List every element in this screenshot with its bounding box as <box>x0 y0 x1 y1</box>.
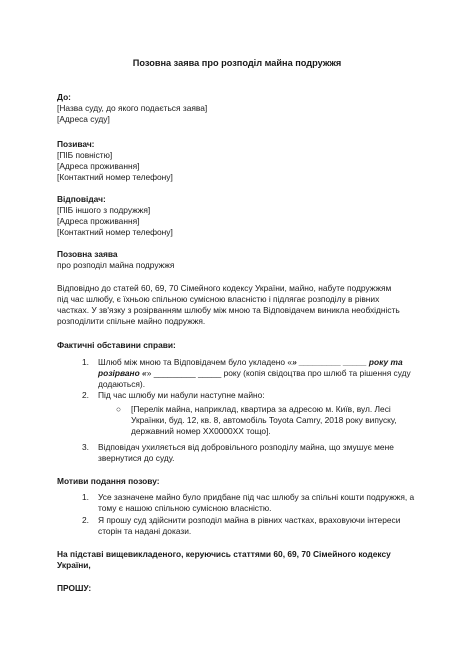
plaintiff-name-placeholder: [ПІБ повністю] <box>57 150 113 160</box>
list-number: 1. <box>82 357 89 367</box>
plaintiff-heading: Позивач: <box>57 139 95 149</box>
plaintiff-phone-placeholder: [Контактний номер телефону] <box>57 172 173 182</box>
defendant-name-placeholder: [ПІБ іншого з подружжя] <box>57 205 151 215</box>
marriage-date-text: Шлюб між мною та Відповідачем було укладено « <box>98 357 293 367</box>
facts-item-2 <box>57 390 432 401</box>
basis-paragraph <box>57 549 432 571</box>
request-heading: ПРОШУ: <box>57 583 92 593</box>
list-number: 1. <box>82 492 89 502</box>
court-name-placeholder: [Назва суду, до якого подається заява] <box>57 103 208 113</box>
claim-heading-block <box>57 249 432 271</box>
motives-item-2-line: сторін та надані докази. <box>98 526 192 536</box>
property-line: [Перелік майна, наприклад, квартира за адресою м. Київ, вул. Лесі <box>131 404 391 414</box>
basis-line: На підставі вищевикладеного, керуючись статтями 60, 69, 70 Сімейного кодексу <box>57 549 391 559</box>
plaintiff-address-placeholder: [Адреса проживання] <box>57 161 140 171</box>
motives-item-2 <box>57 515 432 537</box>
motives-heading-block <box>57 476 432 487</box>
claim-subtitle: про розподіл майна подружжя <box>57 260 175 270</box>
recipient-block <box>57 92 432 125</box>
document-title: Позовна заява про розподіл майна подружжя <box>132 58 342 68</box>
list-number: 2. <box>82 515 89 525</box>
motives-item-1 <box>57 492 432 514</box>
plaintiff-block <box>57 139 432 183</box>
marriage-date-blank: » _________ _____ <box>292 357 367 367</box>
marriage-year-text: року та <box>366 357 403 367</box>
request-heading-block <box>57 583 432 594</box>
intro-line: розподілити спільне майно подружжя. <box>57 316 206 326</box>
defendant-block <box>57 194 432 238</box>
claim-heading: Позовна заява <box>57 249 118 259</box>
motives-item-1-line: Усе зазначене майно було придбане під час шлюбу за спільні кошти подружжя, а <box>98 492 415 502</box>
facts-item-1-tail: додаються). <box>98 379 146 389</box>
facts-item-1 <box>57 357 432 390</box>
facts-item-3-line: Відповідач ухиляється від добровільного розподілу майна, що змушує мене <box>98 442 394 452</box>
court-address-placeholder: [Адреса суду] <box>57 114 110 124</box>
property-line: Українки, буд. 12, кв. 8, автомобіль Toyota Camry, 2018 року випуску, <box>131 415 397 425</box>
intro-line: під час шлюбу, є їхньою спільною сумісною власністю і підлягає розподілу в рівних <box>57 294 380 304</box>
recipient-heading: До: <box>57 92 71 102</box>
property-line: державний номер ХХ0000ХХ тощо]. <box>131 426 271 436</box>
circle-bullet-icon: ○ <box>116 404 122 414</box>
basis-line: України, <box>57 560 91 570</box>
intro-line: частках. У зв'язку з розірванням шлюбу між мною та Відповідачем виникла необхідність <box>57 305 400 315</box>
facts-heading-block <box>57 340 432 351</box>
motives-item-1-line: тому є нашою спільною сумісною власністю. <box>98 503 272 513</box>
intro-paragraph <box>57 283 432 327</box>
defendant-heading: Відповідач: <box>57 194 106 204</box>
property-sublist-item <box>111 404 431 437</box>
defendant-phone-placeholder: [Контактний номер телефону] <box>57 227 173 237</box>
intro-line: Відповідно до статей 60, 69, 70 Сімейного кодексу України, майно, набуте подружжям <box>57 283 392 293</box>
defendant-address-placeholder: [Адреса проживання] <box>57 216 140 226</box>
list-number: 2. <box>82 390 89 400</box>
facts-item-2-text: Під час шлюбу ми набули наступне майно: <box>98 390 265 400</box>
facts-item-3 <box>57 442 432 464</box>
divorce-date-text: » _________ _____ року (копія свідоцтва про шлюб та рішення суду <box>146 368 411 378</box>
motives-heading: Мотиви подання позову: <box>57 476 160 486</box>
divorce-label: розірвано « <box>98 368 147 378</box>
facts-item-3-line: звернутися до суду. <box>98 453 175 463</box>
motives-item-2-line: Я прошу суд здійснити розподіл майна в рівних частках, враховуючи інтереси <box>98 515 401 525</box>
list-number: 3. <box>82 442 89 452</box>
facts-heading: Фактичні обставини справи: <box>57 340 176 350</box>
